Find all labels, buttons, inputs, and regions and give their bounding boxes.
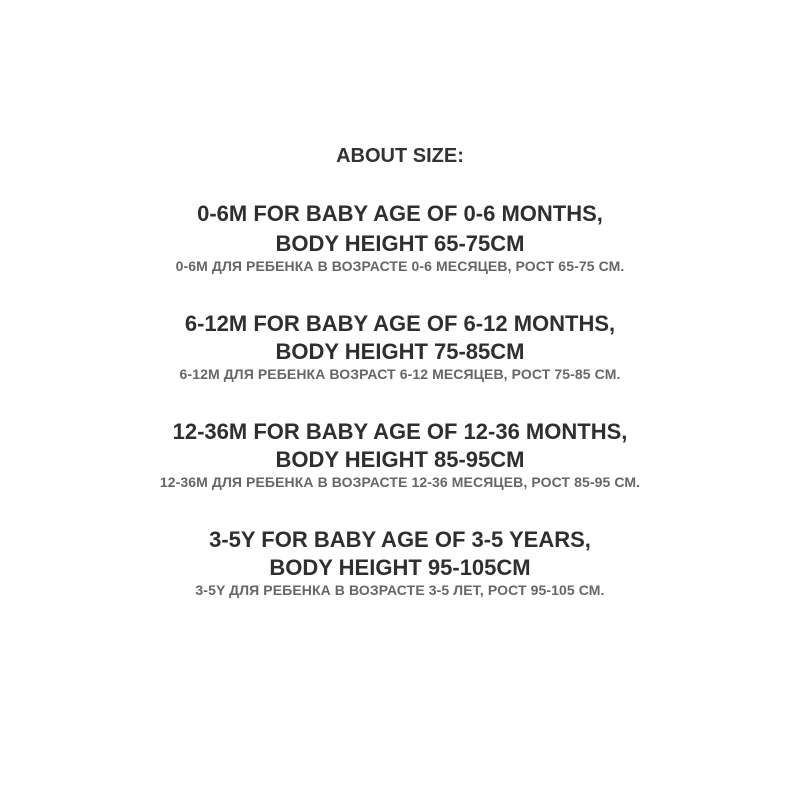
size-6-12m-line2: BODY HEIGHT 75-85CM xyxy=(275,339,525,364)
size-6-12m-russian: 6-12M ДЛЯ РЕБЕНКА ВОЗРАСТ 6-12 МЕСЯЦЕВ, РОСТ 75-85 СМ. xyxy=(179,366,621,382)
size-0-6m-line1: 0-6M FOR BABY AGE OF 0-6 MONTHS, xyxy=(197,201,603,226)
size-3-5y-russian: 3-5Y ДЛЯ РЕБЕНКА В ВОЗРАСТЕ 3-5 ЛЕТ, РОСТ 95-105 СМ. xyxy=(195,582,605,598)
size-12-36m-line2: BODY HEIGHT 85-95CM xyxy=(275,447,525,472)
size-12-36m-russian: 12-36M ДЛЯ РЕБЕНКА В ВОЗРАСТЕ 12-36 МЕСЯЦЕВ, РОСТ 85-95 СМ. xyxy=(159,474,641,490)
size-12-36m-line1: 12-36M FOR BABY AGE OF 12-36 MONTHS, xyxy=(172,419,628,444)
page-title: ABOUT SIZE: xyxy=(336,145,464,167)
size-0-6m-line2: BODY HEIGHT 65-75CM xyxy=(275,231,525,256)
size-3-5y-line2: BODY HEIGHT 95-105CM xyxy=(269,555,531,580)
size-0-6m-russian: 0-6M ДЛЯ РЕБЕНКА В ВОЗРАСТЕ 0-6 МЕСЯЦЕВ, РОСТ 65-75 СМ. xyxy=(175,258,625,274)
size-6-12m-line1: 6-12M FOR BABY AGE OF 6-12 MONTHS, xyxy=(184,311,616,336)
size-3-5y-line1: 3-5Y FOR BABY AGE OF 3-5 YEARS, xyxy=(209,527,591,552)
